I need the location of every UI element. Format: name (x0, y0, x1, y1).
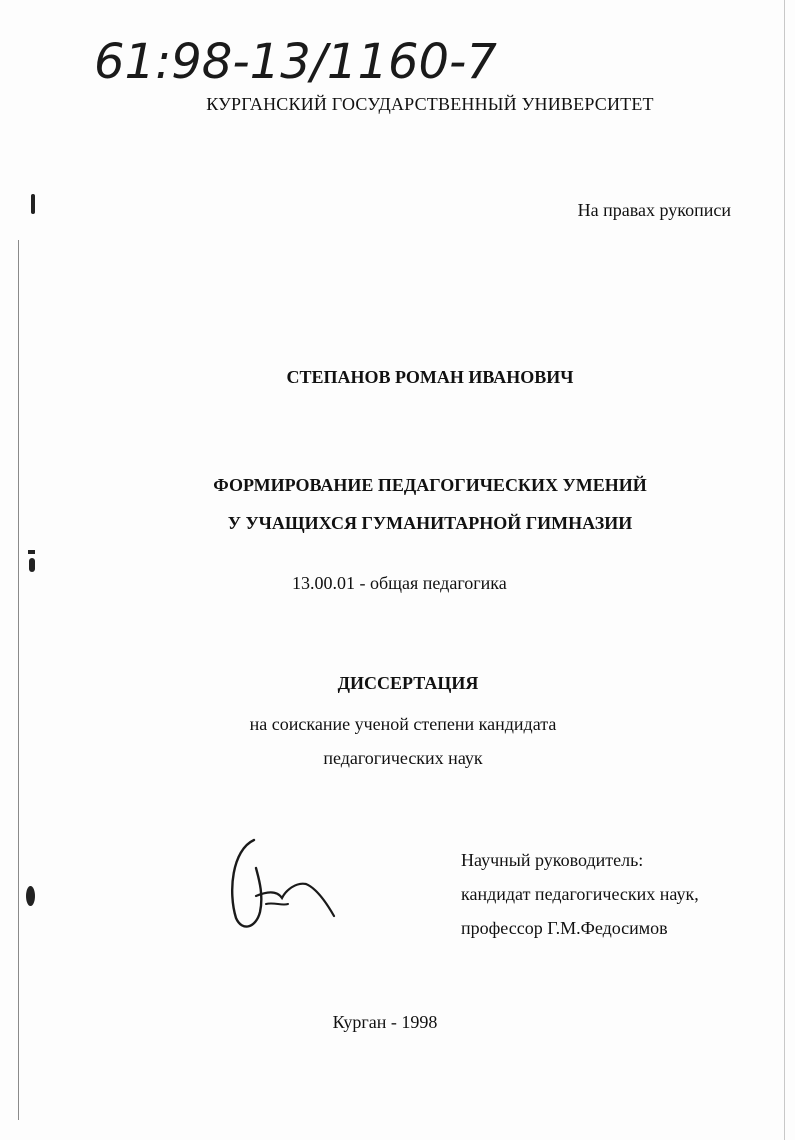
author-name: СТЕПАНОВ РОМАН ИВАНОВИЧ (286, 367, 574, 387)
supervisor-name: профессор Г.М.Федосимов (461, 918, 668, 938)
supervisor-degree: кандидат педагогических наук, (461, 884, 699, 904)
degree-line-2: педагогических наук (323, 748, 483, 768)
supervisor-label: Научный руководитель: (461, 850, 644, 870)
scan-edge-line-right (784, 0, 785, 1140)
scan-mark (29, 558, 35, 572)
title-line-2: У УЧАЩИХСЯ ГУМАНИТАРНОЙ ГИМНАЗИИ (227, 513, 633, 533)
scan-mark (28, 550, 35, 554)
scan-mark (26, 886, 35, 906)
scan-mark (31, 194, 35, 214)
document-type: ДИССЕРТАЦИЯ (337, 673, 479, 693)
degree-description (0, 707, 795, 775)
place-and-year: Курган - 1998 (332, 1012, 438, 1032)
handwritten-code-text: 61:98-13/1160-7 (94, 34, 497, 90)
dissertation-title (0, 466, 795, 542)
university-name: КУРГАНСКИЙ ГОСУДАРСТВЕННЫЙ УНИВЕРСИТЕТ (206, 94, 654, 114)
rights-note: На правах рукописи (577, 200, 731, 220)
degree-line-1: на соискание ученой степени кандидата (249, 714, 557, 734)
handwritten-archive-code (88, 22, 518, 100)
specialty-code: 13.00.01 - общая педагогика (292, 573, 507, 593)
supervisor-block (461, 843, 699, 945)
title-line-1: ФОРМИРОВАНИЕ ПЕДАГОГИЧЕСКИХ УМЕНИЙ (213, 475, 647, 495)
handwritten-signature (226, 832, 342, 934)
